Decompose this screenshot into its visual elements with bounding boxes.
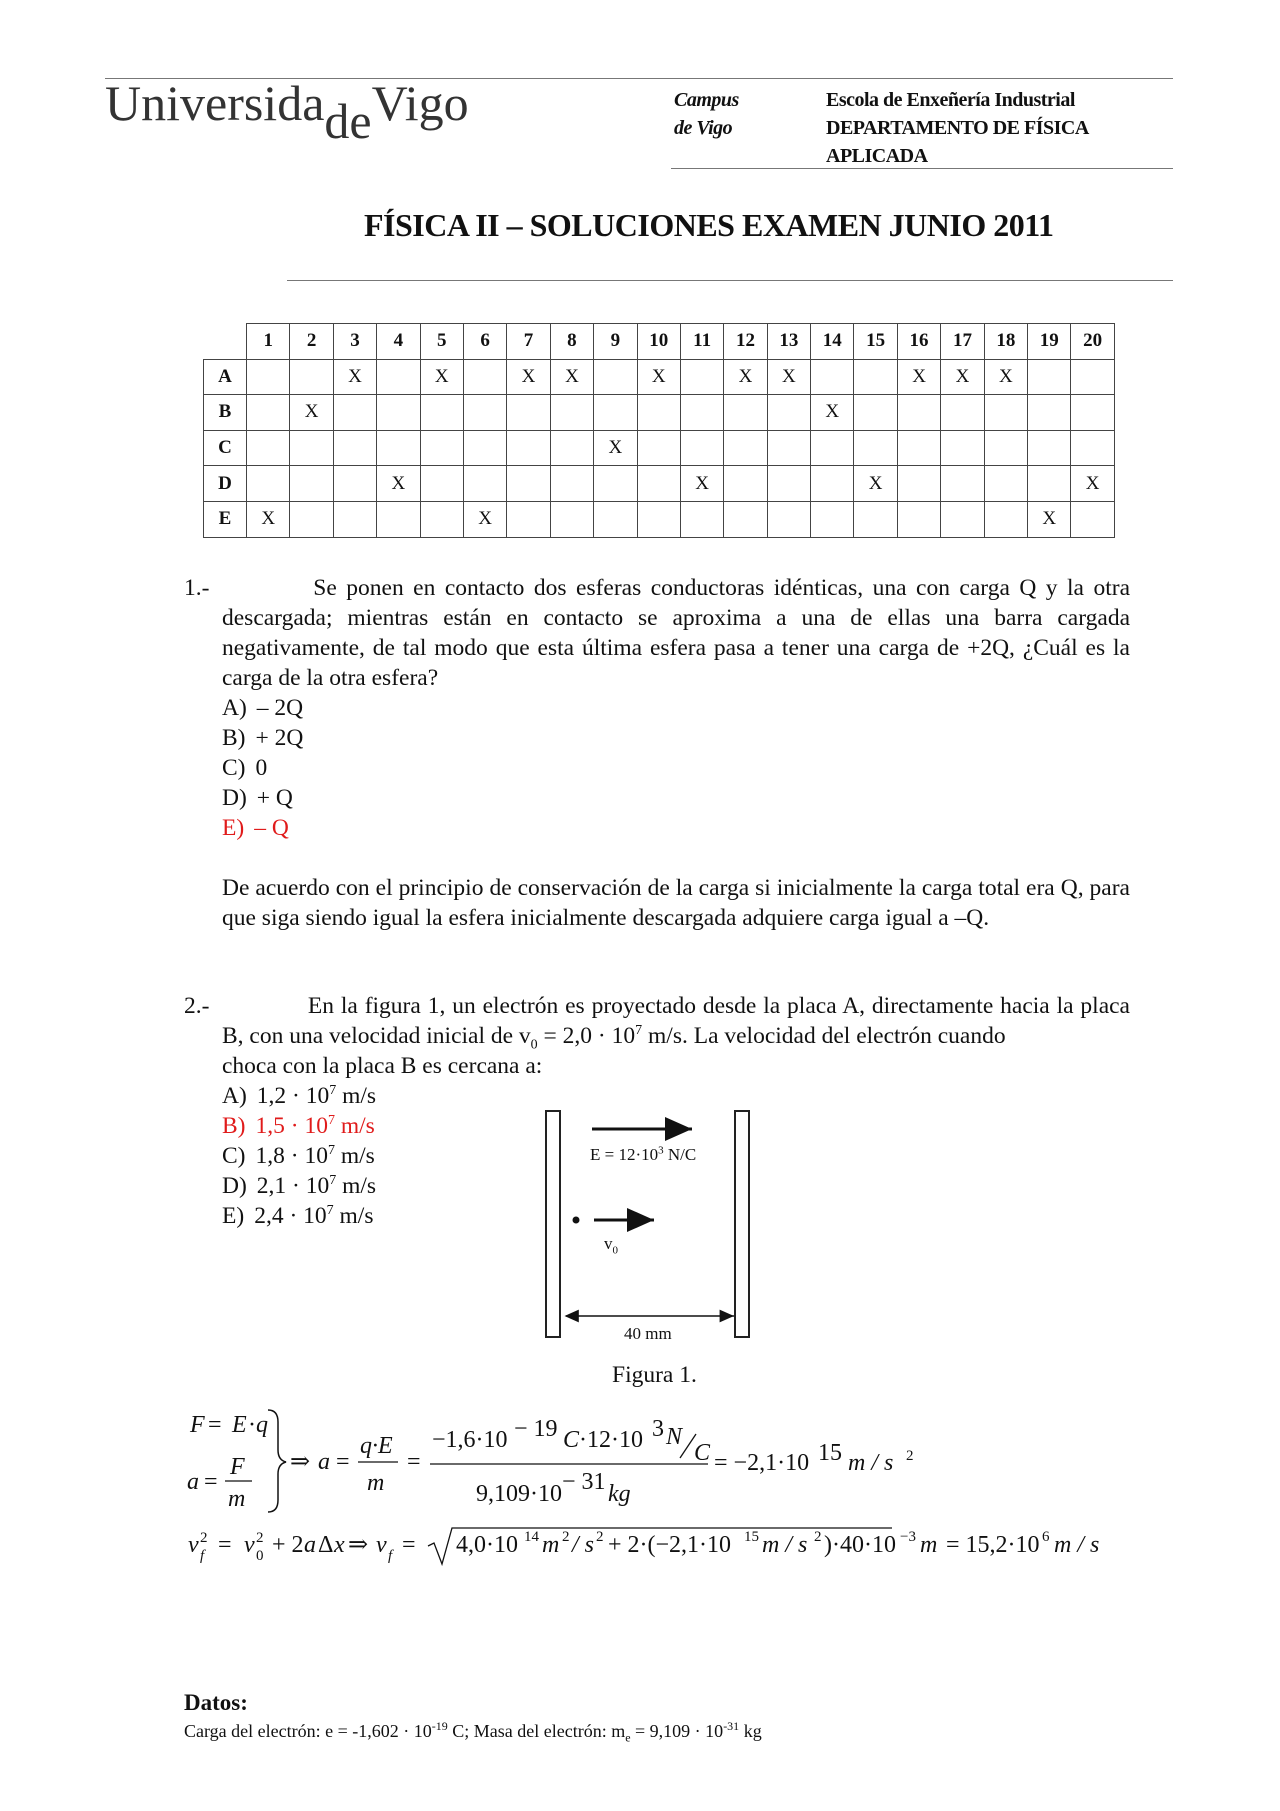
question-1-options <box>222 693 1130 843</box>
svg-text:= −2,1·10: = −2,1·10 <box>714 1450 810 1476</box>
option: E) $2,4 \cdot 10^7$ m/s <box>222 1203 374 1229</box>
answer-cell <box>550 430 593 466</box>
svg-text:C: C <box>694 1440 711 1466</box>
answer-cell <box>941 430 984 466</box>
answer-cell <box>420 395 463 431</box>
column-header: 12 <box>724 324 767 360</box>
svg-text:− 19: − 19 <box>514 1416 558 1442</box>
answer-cell <box>1071 395 1114 431</box>
svg-text:2: 2 <box>906 1448 914 1464</box>
answer-cell <box>290 466 333 502</box>
svg-text:15: 15 <box>744 1529 759 1545</box>
figure-1-arrows <box>540 1100 770 1340</box>
svg-text:0: 0 <box>256 1548 264 1564</box>
svg-text:+ 2·(−2,1·10: + 2·(−2,1·10 <box>608 1532 732 1558</box>
svg-text:⇒: ⇒ <box>348 1532 369 1558</box>
svg-text:=: = <box>336 1449 350 1475</box>
answer-cell <box>377 430 420 466</box>
column-header: 2 <box>290 324 333 360</box>
column-header: 18 <box>984 324 1027 360</box>
answer-cell <box>420 430 463 466</box>
answer-cell: X <box>854 466 897 502</box>
answer-cell <box>247 466 290 502</box>
svg-text:a: a <box>318 1449 330 1475</box>
option: A) – 2Q <box>222 695 304 721</box>
svg-text:= 15,2·10: = 15,2·10 <box>946 1532 1040 1558</box>
answer-cell: X <box>941 359 984 395</box>
column-header: 8 <box>550 324 593 360</box>
answer-cell <box>507 430 550 466</box>
answer-cell <box>1028 466 1071 502</box>
question-1-explanation: De acuerdo con el principio de conservación de la carga si inicialmente la carga total era Q, para que siga siendo igual la esfera inicialmente descargada adquiere carga igual a –Q. <box>222 875 1130 931</box>
answer-cell <box>941 395 984 431</box>
svg-text:4,0·10: 4,0·10 <box>456 1532 518 1558</box>
svg-text:+ 2: + 2 <box>272 1532 304 1558</box>
svg-text:m: m <box>367 1470 385 1496</box>
answer-cell: X <box>594 430 637 466</box>
answer-cell <box>724 395 767 431</box>
answer-cell <box>1028 359 1071 395</box>
answer-cell: X <box>767 359 810 395</box>
svg-text:·12·10: ·12·10 <box>579 1427 643 1453</box>
answer-cell: X <box>637 359 680 395</box>
svg-text:kg: kg <box>608 1481 631 1507</box>
answer-cell <box>420 501 463 537</box>
svg-text:a: a <box>187 1469 199 1495</box>
column-header: 9 <box>594 324 637 360</box>
answer-cell <box>767 430 810 466</box>
option: C) 0 <box>222 755 268 781</box>
column-header: 15 <box>854 324 897 360</box>
answer-cell <box>247 359 290 395</box>
answer-cell <box>811 466 854 502</box>
svg-text:=: = <box>208 1412 222 1438</box>
svg-text:15: 15 <box>818 1440 842 1466</box>
answer-cell: X <box>897 359 940 395</box>
option: B) $1,5 \cdot 10^7$ m/s <box>222 1113 375 1139</box>
svg-text:v: v <box>376 1532 387 1558</box>
svg-text:6: 6 <box>1042 1529 1050 1545</box>
answer-cell: X <box>550 359 593 395</box>
answer-cell <box>897 430 940 466</box>
column-header: 3 <box>333 324 376 360</box>
svg-text:m: m <box>542 1532 560 1558</box>
answer-cell <box>724 430 767 466</box>
svg-text:N: N <box>666 1424 683 1450</box>
answer-cell <box>377 359 420 395</box>
svg-text:x: x <box>334 1532 345 1558</box>
answer-cell <box>637 430 680 466</box>
row-label: E <box>204 501 247 537</box>
answer-cell <box>594 359 637 395</box>
svg-text:9,109·10: 9,109·10 <box>476 1481 562 1507</box>
table-header-row <box>204 324 1115 360</box>
column-header: 7 <box>507 324 550 360</box>
title-rule <box>287 280 1173 281</box>
svg-text:v: v <box>188 1532 199 1558</box>
svg-text:3: 3 <box>652 1416 664 1442</box>
answer-cell <box>463 395 506 431</box>
svg-text:Δ: Δ <box>318 1532 334 1558</box>
answer-cell <box>247 430 290 466</box>
answer-cell: X <box>507 359 550 395</box>
svg-text:=: = <box>407 1449 421 1475</box>
table-row <box>204 501 1115 537</box>
svg-text:·: · <box>248 1412 256 1438</box>
campus-label: Campus de Vigo <box>674 89 739 139</box>
electron-dot <box>573 1217 580 1224</box>
svg-text:=: = <box>204 1469 218 1495</box>
answer-cell <box>854 359 897 395</box>
svg-text:−1,6·10: −1,6·10 <box>432 1427 508 1453</box>
table-row <box>204 466 1115 502</box>
option: A) $1,2 \cdot 10^7$ m/s <box>222 1083 377 1109</box>
answer-cell <box>984 430 1027 466</box>
answer-cell <box>463 466 506 502</box>
answer-cell: X <box>463 501 506 537</box>
column-header: 1 <box>247 324 290 360</box>
answer-cell <box>637 466 680 502</box>
answer-cell <box>420 466 463 502</box>
svg-text:m: m <box>920 1532 938 1558</box>
row-label: D <box>204 466 247 502</box>
header-top-rule <box>105 78 1173 79</box>
svg-text:F: F <box>230 1454 245 1480</box>
svg-text:=: = <box>218 1532 232 1558</box>
header-bottom-rule <box>671 168 1173 169</box>
answer-cell <box>333 395 376 431</box>
page-title: FÍSICA II – SOLUCIONES EXAMEN JUNIO 2011 <box>364 207 1054 243</box>
answer-cell <box>550 466 593 502</box>
svg-text:)·40·10: )·40·10 <box>824 1532 896 1558</box>
answer-cell <box>811 430 854 466</box>
question-1 <box>184 573 1130 933</box>
table-corner <box>204 324 247 360</box>
answer-cell <box>377 501 420 537</box>
answer-cell: X <box>724 359 767 395</box>
answer-cell: X <box>680 466 723 502</box>
question-1-first-line: 1.- Se ponen en contacto dos esferas conductoras idénticas, una con carga Q y la otra <box>184 575 1130 601</box>
answer-cell <box>854 395 897 431</box>
svg-text:2: 2 <box>562 1529 570 1545</box>
column-header: 6 <box>463 324 506 360</box>
svg-text:F: F <box>190 1412 205 1438</box>
answer-cell: X <box>247 501 290 537</box>
option: D) $2,1 \cdot 10^7$ m/s <box>222 1173 377 1199</box>
answer-cell <box>897 395 940 431</box>
column-header: 11 <box>680 324 723 360</box>
answer-table <box>203 323 1115 538</box>
svg-text:f: f <box>388 1548 393 1564</box>
svg-text:=: = <box>402 1532 416 1558</box>
answer-cell <box>290 430 333 466</box>
velocity-label: $v_0$ <box>604 1234 618 1257</box>
answer-cell <box>550 395 593 431</box>
column-header: 16 <box>897 324 940 360</box>
answer-cell: X <box>333 359 376 395</box>
table-row <box>204 359 1115 395</box>
answer-cell <box>463 430 506 466</box>
answer-cell <box>680 359 723 395</box>
svg-text:2: 2 <box>596 1529 604 1545</box>
answer-cell: X <box>1071 466 1114 502</box>
answer-cell <box>680 395 723 431</box>
answer-cell <box>984 466 1027 502</box>
answer-cell <box>333 501 376 537</box>
svg-text:2: 2 <box>814 1529 822 1545</box>
question-1-text: descargada; mientras están en contacto se aproxima a una de ellas una barra cargada negativamente, de tal modo que esta última esfera pasa a tener una carga de +2Q, ¿Cuál es la carga de la otra esfera? <box>222 605 1130 691</box>
svg-text:2: 2 <box>200 1530 208 1546</box>
svg-text:14: 14 <box>524 1529 539 1545</box>
answer-cell <box>811 501 854 537</box>
formula-block <box>180 1400 1100 1580</box>
answer-cell <box>984 501 1027 537</box>
row-label: B <box>204 395 247 431</box>
answer-cell <box>550 501 593 537</box>
table-row <box>204 395 1115 431</box>
question-1-text-line1: Se ponen en contacto dos esferas conductoras idénticas, una con carga Q y la otra <box>313 575 1130 601</box>
figure-caption: Figura 1. <box>612 1362 697 1388</box>
answer-cell <box>941 466 984 502</box>
answer-cell <box>854 430 897 466</box>
column-header: 4 <box>377 324 420 360</box>
answer-cell <box>1028 395 1071 431</box>
svg-text:2: 2 <box>256 1530 264 1546</box>
svg-text:a: a <box>304 1532 316 1558</box>
answer-cell <box>377 395 420 431</box>
answer-cell <box>333 430 376 466</box>
option: E) – Q <box>222 815 289 841</box>
svg-text:f: f <box>200 1548 205 1564</box>
question-2-line1: 2.- En la figura 1, un electrón es proyectado desde la placa A, directamente hacia la placa <box>184 993 1130 1019</box>
question-2-line2: B, con una velocidad inicial de $v_0 = 2,0 \cdot 10^7$ m/s. La velocidad del electrón cuando <box>222 1023 1006 1053</box>
field-label: $E = 12\cdot 10^3$ N/C <box>590 1144 697 1164</box>
option: D) + Q <box>222 785 293 811</box>
svg-text:⇒: ⇒ <box>290 1449 311 1475</box>
answer-cell <box>594 466 637 502</box>
column-header: 14 <box>811 324 854 360</box>
answer-cell <box>680 501 723 537</box>
table-row <box>204 430 1115 466</box>
svg-text:q·E: q·E <box>360 1433 393 1459</box>
answer-cell <box>941 501 984 537</box>
svg-text:E: E <box>232 1412 247 1438</box>
answer-cell <box>680 430 723 466</box>
svg-text:/ s: / s <box>572 1532 595 1558</box>
answer-cell <box>1071 501 1114 537</box>
answer-cell <box>724 501 767 537</box>
answer-cell <box>767 466 810 502</box>
university-logo: UniversidadeVigo <box>105 75 469 149</box>
answer-cell <box>290 501 333 537</box>
answer-cell <box>854 501 897 537</box>
svg-text:m / s: m / s <box>848 1450 894 1476</box>
svg-text:−3: −3 <box>900 1529 916 1545</box>
svg-text:C: C <box>563 1427 580 1453</box>
svg-text:m / s: m / s <box>762 1532 808 1558</box>
answer-cell <box>637 395 680 431</box>
answer-cell <box>290 359 333 395</box>
column-header: 20 <box>1071 324 1114 360</box>
answer-cell <box>724 466 767 502</box>
distance-label: 40 mm <box>624 1324 672 1343</box>
answer-cell <box>637 501 680 537</box>
answer-cell: X <box>377 466 420 502</box>
school-name: Escola de Enxeñería Industrial DEPARTAMENTO DE FÍSICA APLICADA <box>826 89 1089 167</box>
answer-cell <box>507 501 550 537</box>
svg-text:− 31: − 31 <box>562 1469 606 1495</box>
answer-cell <box>767 395 810 431</box>
row-label: A <box>204 359 247 395</box>
column-header: 5 <box>420 324 463 360</box>
column-header: 17 <box>941 324 984 360</box>
answer-cell: X <box>290 395 333 431</box>
column-header: 19 <box>1028 324 1071 360</box>
option: C) $1,8 \cdot 10^7$ m/s <box>222 1143 375 1169</box>
answer-cell <box>1071 359 1114 395</box>
answer-cell <box>507 466 550 502</box>
column-header: 10 <box>637 324 680 360</box>
svg-text:m / s: m / s <box>1054 1532 1100 1558</box>
answer-cell <box>1071 430 1114 466</box>
option: B) + 2Q <box>222 725 304 751</box>
svg-text:m: m <box>228 1486 246 1512</box>
answer-cell <box>594 395 637 431</box>
answer-cell: X <box>984 359 1027 395</box>
question-2-line3: choca con la placa B es cercana a: <box>222 1053 543 1079</box>
answer-cell <box>1028 430 1071 466</box>
answer-cell <box>594 501 637 537</box>
answer-cell <box>333 466 376 502</box>
data-title: Datos: <box>184 1690 248 1715</box>
answer-cell <box>463 359 506 395</box>
data-text: Carga del electrón: $e = -1,602 \cdot 10^{-19}$ C; Masa del electrón: $m_e = 9,109 \cdot 10^{-31}$ kg <box>184 1719 762 1745</box>
answer-cell <box>767 501 810 537</box>
svg-text:v: v <box>244 1532 255 1558</box>
answer-cell <box>984 395 1027 431</box>
answer-cell <box>897 466 940 502</box>
row-label: C <box>204 430 247 466</box>
answer-cell: X <box>1028 501 1071 537</box>
answer-cell: X <box>811 395 854 431</box>
answer-cell <box>247 395 290 431</box>
answer-cell <box>507 395 550 431</box>
answer-cell: X <box>420 359 463 395</box>
answer-cell <box>897 501 940 537</box>
answer-cell <box>811 359 854 395</box>
svg-text:q: q <box>256 1412 268 1438</box>
column-header: 13 <box>767 324 810 360</box>
